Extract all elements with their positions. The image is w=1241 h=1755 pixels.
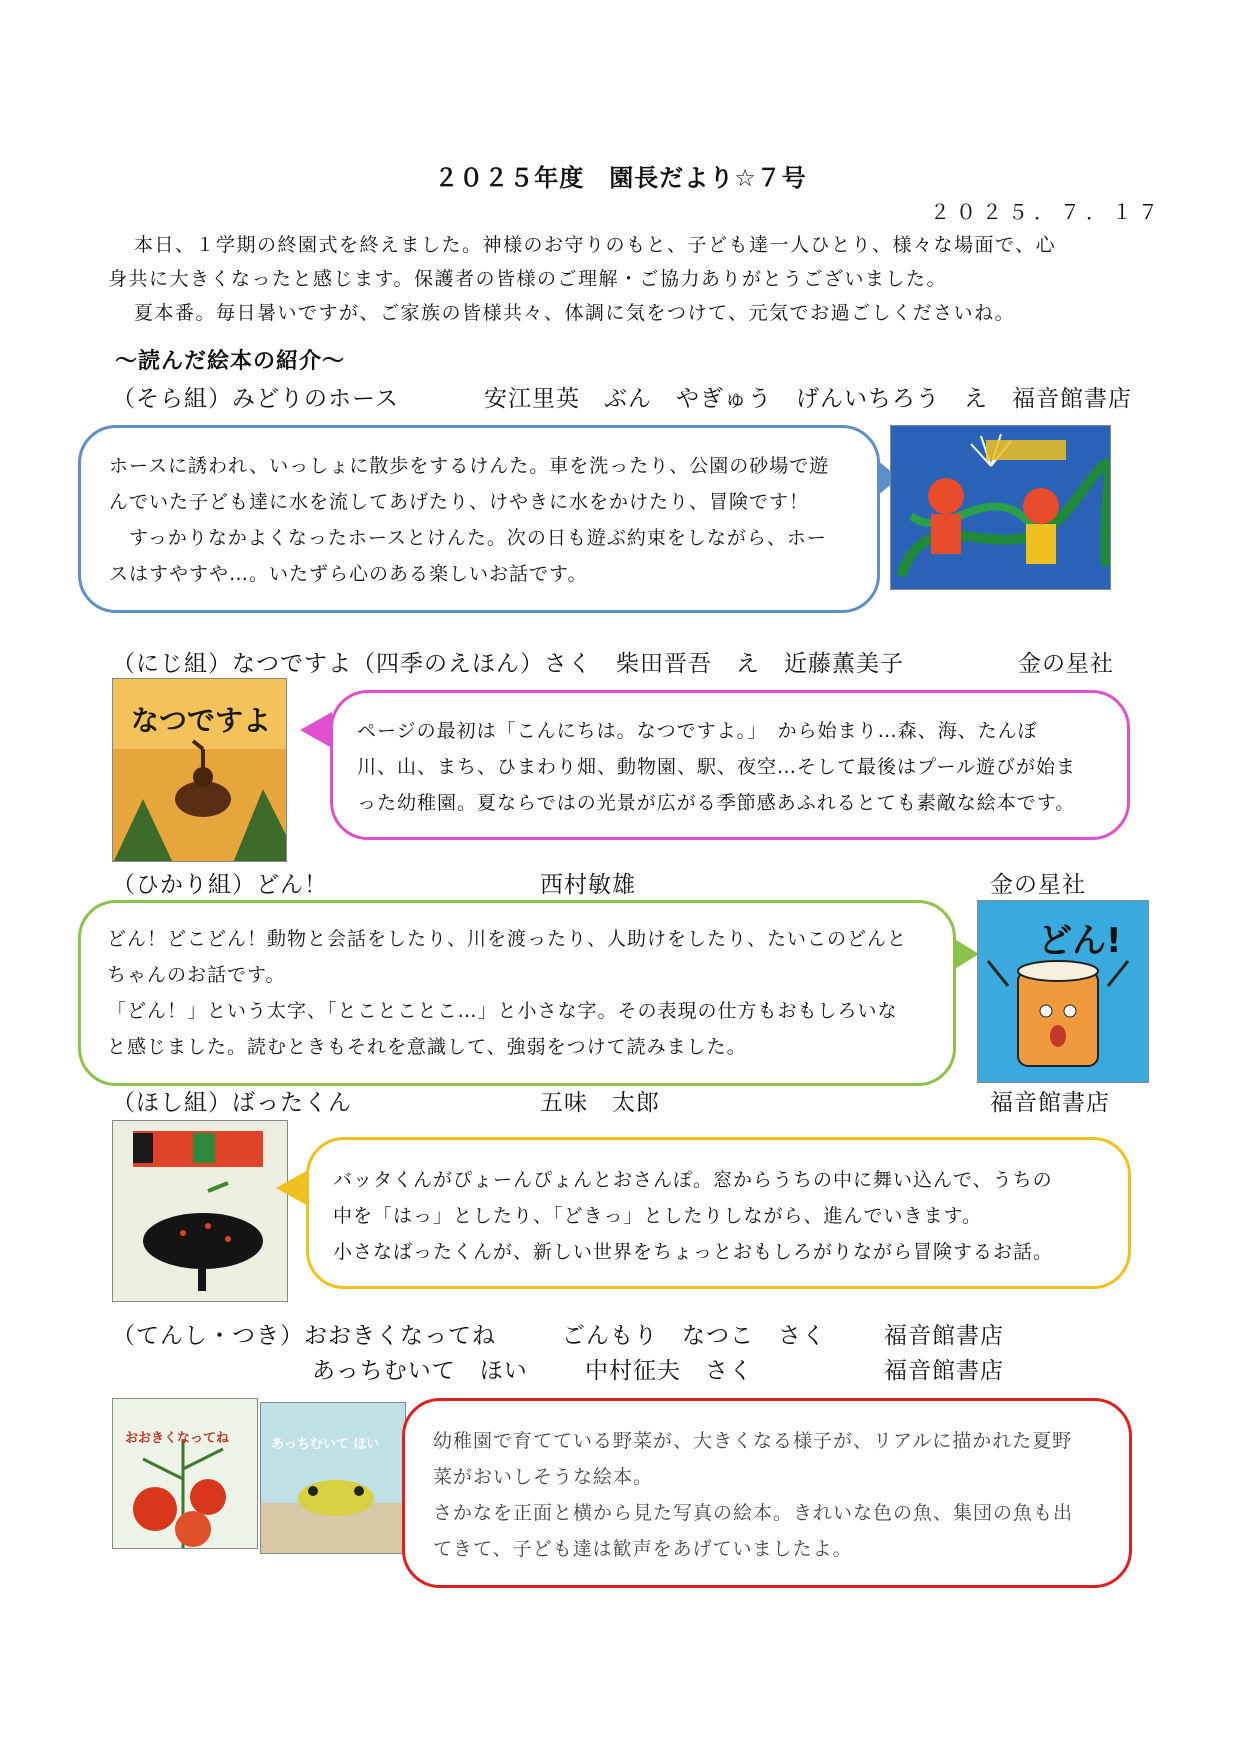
tenshi-book1-cover bbox=[112, 1398, 258, 1549]
hikari-publisher: 金の星社 bbox=[990, 872, 1086, 898]
hoshi-line-1: バッタくんがぴょーんぴょんとおさんぽ。窓からうちの中に舞い込んで、うちの bbox=[333, 1169, 1053, 1191]
niji-book-cover bbox=[112, 678, 287, 862]
tenshi-bubble bbox=[402, 1398, 1132, 1588]
niji-publisher: 金の星社 bbox=[1018, 651, 1114, 677]
sora-line-1: ホースに誘われ、いっしょに散歩をするけんた。車を洗ったり、公園の砂場で遊 bbox=[109, 455, 830, 477]
sora-cover-illustration bbox=[891, 426, 1111, 590]
hikari-bubble-tail bbox=[953, 938, 979, 970]
intro-text bbox=[108, 228, 1128, 330]
tenshi-cover2-illustration bbox=[261, 1403, 406, 1554]
tenshi-line-1: 幼稚園で育てている野菜が、大きくなる様子が、リアルに描かれた夏野 bbox=[433, 1430, 1073, 1452]
hoshi-line-2: 中を「はっ」としたり、「どきっ」としたりしながら、進んでいきます。 bbox=[333, 1205, 982, 1227]
tenshi-class-title: （てんし・つき）おおきくなってね bbox=[112, 1323, 496, 1349]
newsletter-date: ２０２５．７．１７ bbox=[930, 200, 1164, 224]
niji-cover-title: なつですよ bbox=[131, 704, 272, 737]
tenshi-book2-publisher: 福音館書店 bbox=[884, 1358, 1004, 1384]
tenshi-line-3: さかなを正面と横から見た写真の絵本。きれいな色の魚、集団の魚も出 bbox=[433, 1502, 1074, 1524]
hikari-class-title: （ひかり組）どん！ bbox=[112, 872, 328, 898]
hikari-book-cover bbox=[977, 900, 1149, 1083]
hoshi-cover-illustration bbox=[113, 1121, 288, 1302]
newsletter-title: ２０２５年度 園長だより☆７号 bbox=[434, 164, 807, 192]
tenshi-cover1-illustration bbox=[113, 1399, 258, 1549]
sora-class-title: （そら組）みどりのホース bbox=[112, 386, 399, 412]
intro-line-1: 本日、１学期の終園式を終えました。神様のお守りのもと、子ども達一人ひとり、様々な場面で、心 bbox=[134, 234, 1057, 256]
hoshi-class-title: （ほし組）ばったくん bbox=[112, 1090, 352, 1116]
niji-line-2: 川、山、まち、ひまわり畑、動物園、駅、夜空…そして最後はプール遊びが始ま bbox=[357, 756, 1077, 778]
tenshi-book1-publisher: 福音館書店 bbox=[884, 1323, 1004, 1349]
hoshi-bubble bbox=[306, 1137, 1131, 1289]
tenshi-line-4: てきて、子ども達は歓声をあげていましたよ。 bbox=[433, 1538, 853, 1560]
hikari-cover-title: どん! bbox=[1038, 921, 1122, 961]
hoshi-publisher: 福音館書店 bbox=[990, 1090, 1110, 1116]
sora-line-4: スはすやすや…。いたずら心のある楽しいお話です。 bbox=[109, 563, 588, 585]
tenshi-book1-author: ごんもり なつこ さく bbox=[562, 1323, 826, 1349]
sora-bubble bbox=[78, 425, 880, 613]
section-title: 〜読んだ絵本の紹介〜 bbox=[115, 349, 346, 374]
sora-credit: 安江里英 ぶん やぎゅう げんいちろう え 福音館書店 bbox=[484, 386, 1132, 412]
hoshi-bubble-tail bbox=[276, 1170, 308, 1206]
hoshi-line-3: 小さなばったくんが、新しい世界をちょっとおもしろがりながら冒険するお話。 bbox=[333, 1241, 1054, 1263]
hoshi-book-cover bbox=[112, 1120, 288, 1302]
niji-line-1: ページの最初は「こんにちは。なつですよ。」 から始まり…森、海、たんぼ bbox=[357, 720, 1038, 742]
intro-line-2: 身共に大きくなったと感じます。保護者の皆様のご理解・ご協力ありがとうございました。 bbox=[108, 268, 947, 290]
hoshi-author: 五味 太郎 bbox=[540, 1090, 660, 1116]
hikari-line-2: ちゃんのお話です。 bbox=[107, 964, 286, 986]
hikari-author: 西村敏雄 bbox=[540, 872, 636, 898]
tenshi-book2-cover bbox=[260, 1402, 406, 1554]
niji-line-3: った幼稚園。夏ならではの光景が広がる季節感あふれるとても素敵な絵本です。 bbox=[357, 792, 1076, 814]
sora-line-2: んでいた子ども達に水を流してあげたり、けやきに水をかけたり、冒険です！ bbox=[109, 491, 810, 513]
sora-book-cover bbox=[890, 425, 1111, 590]
tenshi-cover1-title: おおきくなってね bbox=[125, 1431, 230, 1446]
niji-bubble-tail bbox=[300, 712, 332, 748]
niji-bubble bbox=[330, 690, 1130, 840]
hikari-line-3: 「どん！」という太字、「とことことこ…」と小さな字。その表現の仕方もおもしろいな bbox=[107, 1000, 898, 1022]
tenshi-book2-author: 中村征夫 さく bbox=[585, 1358, 753, 1384]
tenshi-line-2: 菜がおいしそうな絵本。 bbox=[433, 1466, 654, 1488]
hikari-line-4: と感じました。読むときもそれを意識して、強弱をつけて読みました。 bbox=[107, 1036, 747, 1058]
intro-line-3: 夏本番。毎日暑いですが、ご家族の皆様共々、体調に気をつけて、元気でお過ごしくださいね。 bbox=[134, 302, 1016, 324]
tenshi-book2-title: あっちむいて ほい bbox=[312, 1358, 528, 1384]
sora-line-3: すっかりなかよくなったホースとけんた。次の日も遊ぶ約束をしながら、ホー bbox=[109, 527, 827, 549]
hikari-line-1: どん！どこどん！動物と会話をしたり、川を渡ったり、人助けをしたり、たいこのどんと bbox=[107, 928, 908, 950]
niji-class-title: （にじ組）なつですよ（四季のえほん）さく 柴田晋吾 え 近藤薫美子 bbox=[112, 651, 904, 677]
tenshi-cover2-title: あっちむいて ほい bbox=[271, 1437, 380, 1452]
hikari-bubble bbox=[78, 900, 956, 1086]
